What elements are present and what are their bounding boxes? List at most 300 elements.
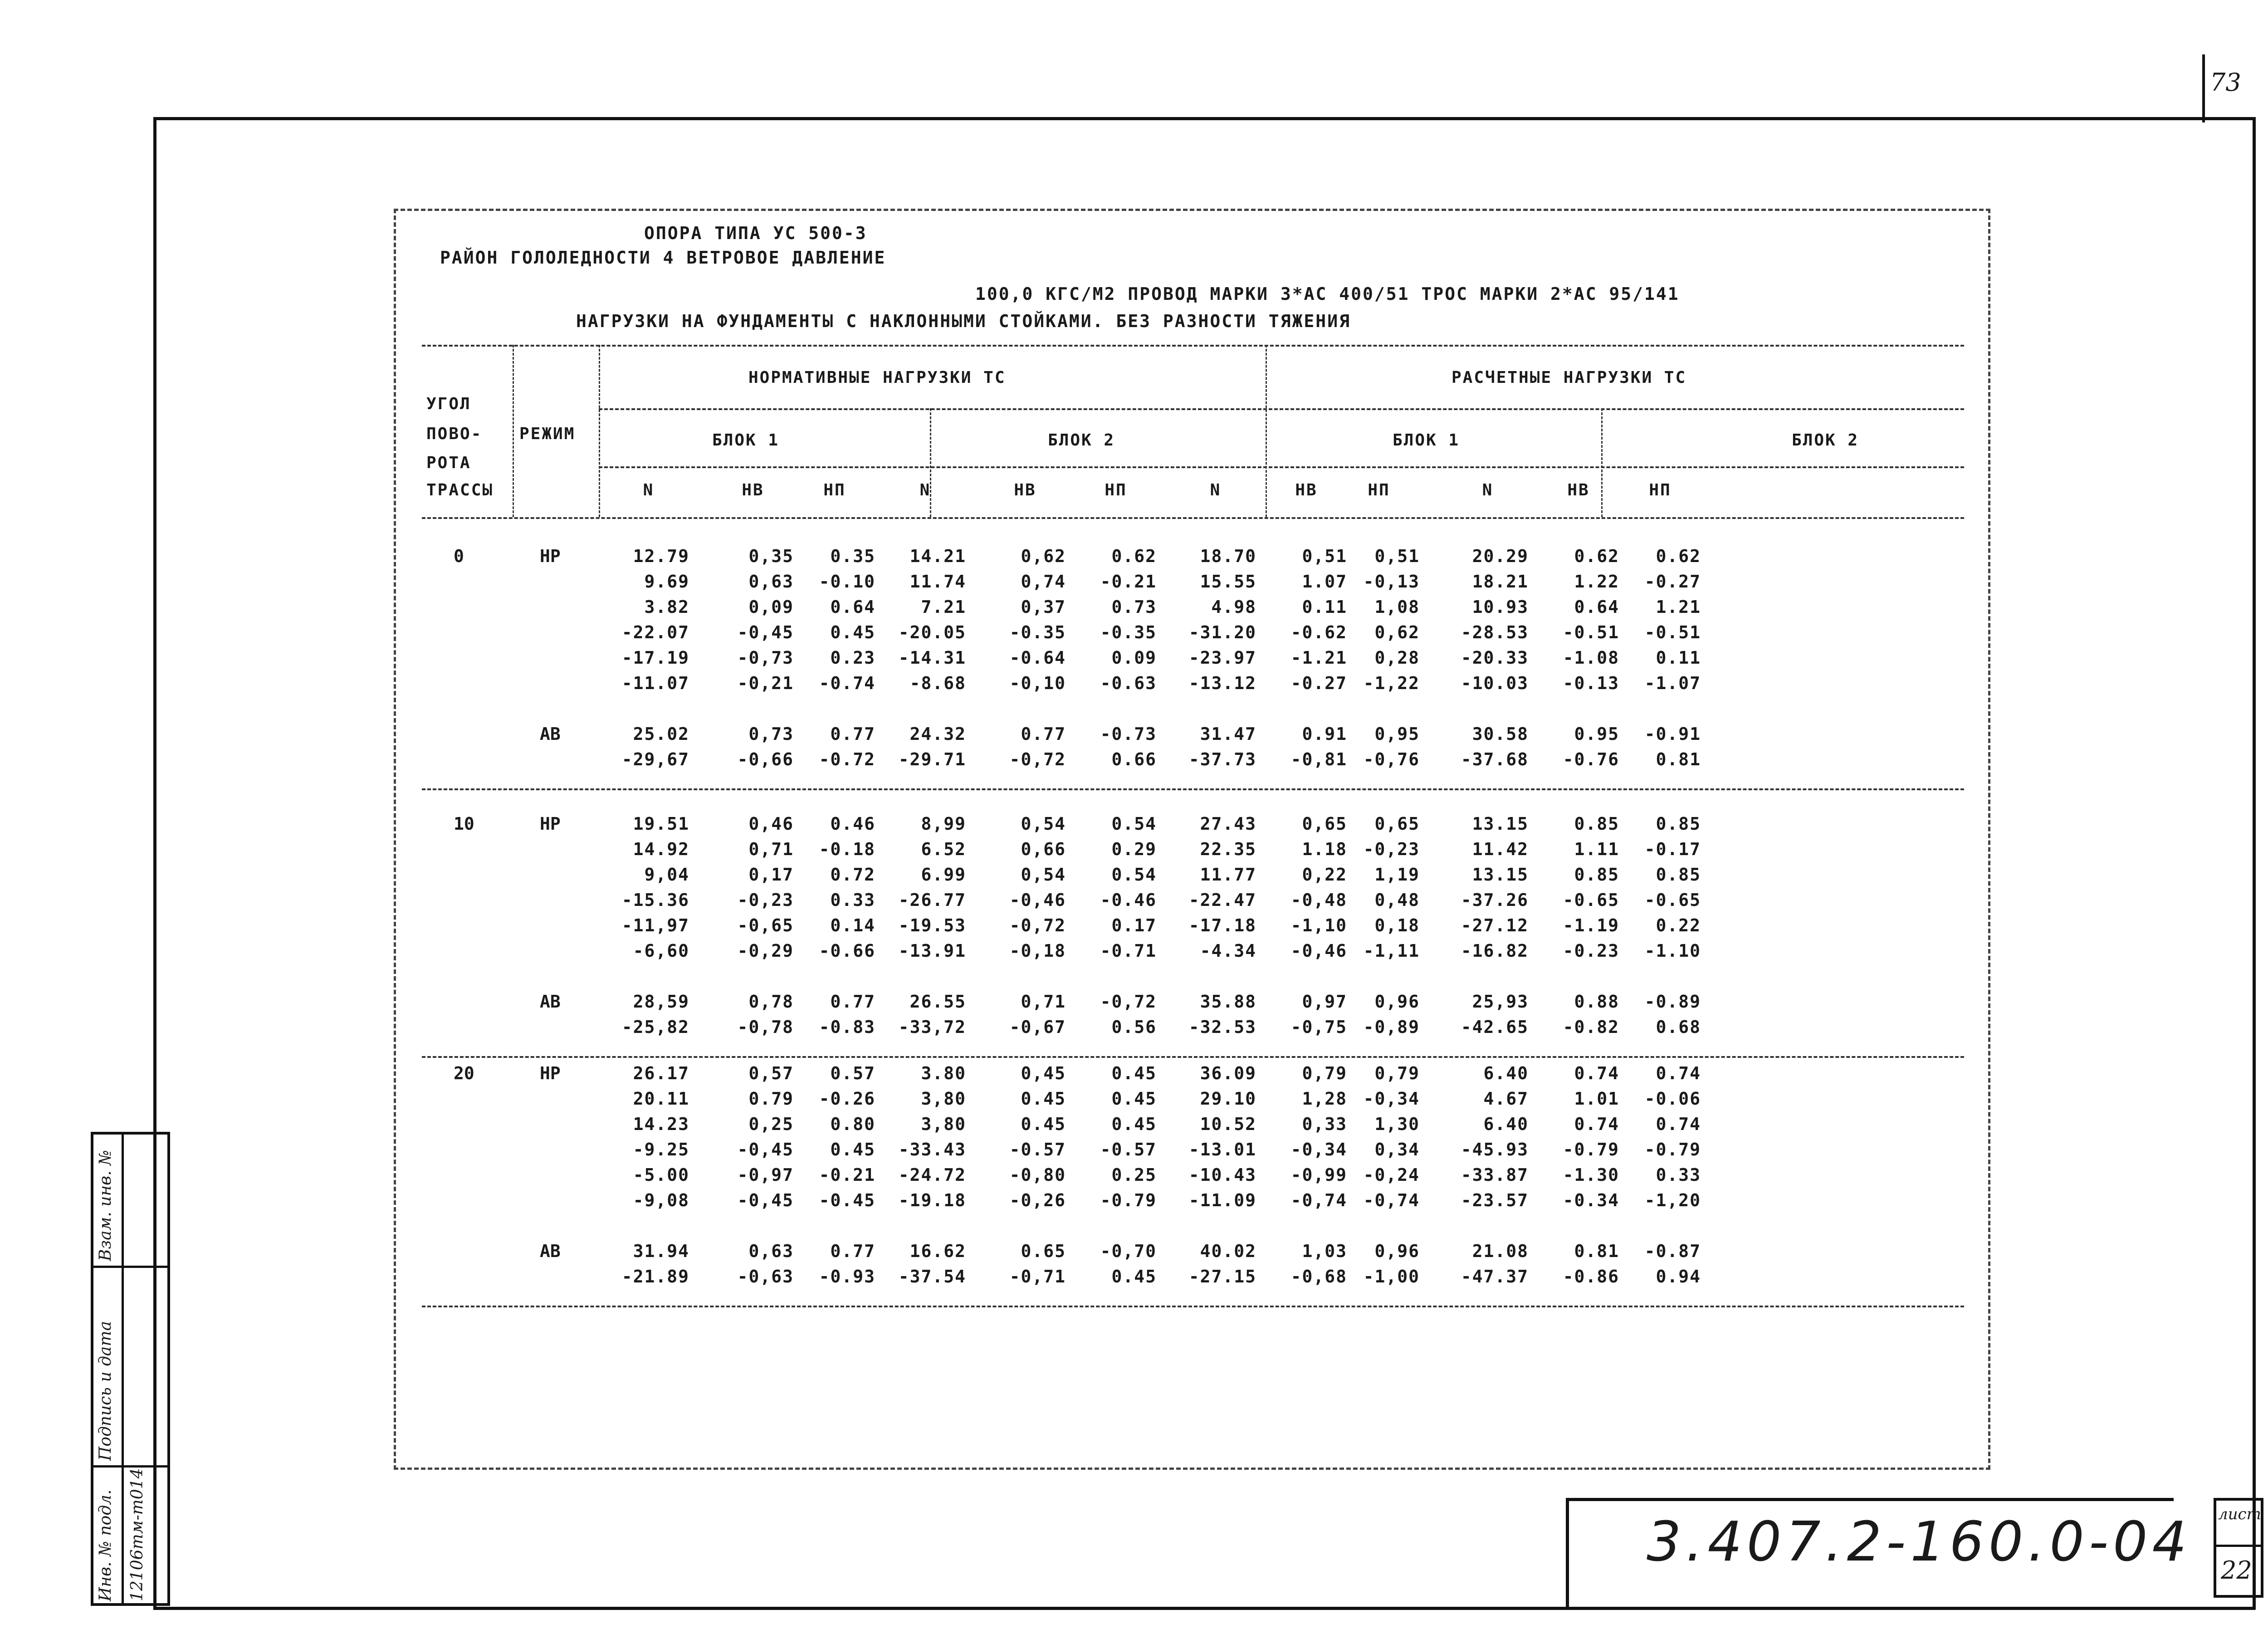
table-cell: -0,13 xyxy=(1363,572,1420,592)
table-cell: 0.56 xyxy=(1111,1017,1157,1037)
header-design-block2: БЛОК 2 xyxy=(1792,431,1859,450)
table-cell: -1,20 xyxy=(1644,1190,1701,1210)
table-cell: -0.26 xyxy=(819,1089,875,1109)
table-cell: -25,82 xyxy=(621,1017,689,1037)
table-cell: 12.79 xyxy=(633,546,689,566)
side-label-replace-inv: Взам. инв. № xyxy=(96,1150,115,1261)
table-cell: -0.27 xyxy=(1290,673,1347,693)
table-cell: 15.55 xyxy=(1200,572,1256,592)
table-cell: -33.87 xyxy=(1461,1165,1529,1185)
header-normative: НОРМАТИВНЫЕ НАГРУЗКИ ТС xyxy=(748,368,1006,387)
table-cell: 6.52 xyxy=(921,839,966,859)
table-cell: -11.07 xyxy=(621,673,689,693)
table-cell: 1.01 xyxy=(1574,1089,1619,1109)
table-cell: 1,19 xyxy=(1374,865,1420,885)
table-cell: -9,08 xyxy=(633,1190,689,1210)
table-cell: -0,71 xyxy=(1009,1267,1066,1287)
table-cell: -37.68 xyxy=(1461,749,1529,769)
table-cell: -31.20 xyxy=(1188,622,1256,642)
header-line-4: НАГРУЗКИ НА ФУНДАМЕНТЫ С НАКЛОННЫМИ СТОЙКАМИ. БЕЗ РАЗНОСТИ ТЯЖЕНИЯ xyxy=(576,311,1351,331)
table-cell: 0,71 xyxy=(1021,992,1066,1012)
table-cell: 11.77 xyxy=(1200,865,1256,885)
group-divider-rule xyxy=(422,788,1964,790)
sheet-value: 22 xyxy=(2221,1556,2252,1585)
table-cell: -10.03 xyxy=(1461,673,1529,693)
table-cell: 0.46 xyxy=(830,814,875,834)
table-cell: 0.62 xyxy=(1574,546,1619,566)
subheader-cell: НП xyxy=(1649,481,1672,499)
table-cell: 0.77 xyxy=(1021,724,1066,744)
table-cell: -0.63 xyxy=(1100,673,1157,693)
table-cell: -20.05 xyxy=(898,622,966,642)
table-cell: 0.73 xyxy=(1111,597,1157,617)
table-cell: -45.93 xyxy=(1461,1140,1529,1159)
table-cell: 20.11 xyxy=(633,1089,689,1109)
table-cell: 0,34 xyxy=(1374,1140,1420,1159)
table-cell: -29.71 xyxy=(898,749,966,769)
table-cell: 11.74 xyxy=(909,572,966,592)
table-cell: -37.73 xyxy=(1188,749,1256,769)
table-cell: 0.85 xyxy=(1574,814,1619,834)
mode-label: НР xyxy=(540,814,561,834)
table-cell: -9.25 xyxy=(633,1140,689,1159)
table-cell: -24.72 xyxy=(898,1165,966,1185)
table-cell: -37.26 xyxy=(1461,890,1529,910)
table-cell: -0.21 xyxy=(819,1165,875,1185)
table-row xyxy=(422,572,1964,597)
table-cell: -0,66 xyxy=(737,749,794,769)
table-cell: -0,23 xyxy=(737,890,794,910)
sheet-number: 73 xyxy=(2210,68,2241,97)
table-cell: 0.64 xyxy=(1574,597,1619,617)
table-cell: 0.74 xyxy=(1656,1114,1701,1134)
table-cell: 13.15 xyxy=(1472,865,1529,885)
table-cell: 0.85 xyxy=(1656,814,1701,834)
table-cell: 7.21 xyxy=(921,597,966,617)
table-cell: -1.08 xyxy=(1563,648,1619,668)
table-row xyxy=(422,546,1964,572)
table-cell: -1.07 xyxy=(1644,673,1701,693)
table-row xyxy=(422,1241,1964,1267)
table-cell: 0,35 xyxy=(748,546,794,566)
table-cell: 0.17 xyxy=(1111,915,1157,935)
table-row xyxy=(422,1063,1964,1089)
table-cell: 0.72 xyxy=(830,865,875,885)
subheader-cell: N xyxy=(1482,481,1494,499)
table-cell: -0,45 xyxy=(737,622,794,642)
subheader-cell: НП xyxy=(1105,481,1127,499)
table-cell: -15.36 xyxy=(621,890,689,910)
table-cell: 0,62 xyxy=(1374,622,1420,642)
table-cell: 9,04 xyxy=(644,865,689,885)
table-cell: 1.21 xyxy=(1656,597,1701,617)
table-cell: 0.81 xyxy=(1656,749,1701,769)
header-mode: РЕЖИМ xyxy=(519,425,576,443)
table-cell: -0,99 xyxy=(1290,1165,1347,1185)
table-cell: 31.47 xyxy=(1200,724,1256,744)
table-cell: -0,48 xyxy=(1290,890,1347,910)
group-divider-rule xyxy=(422,1306,1964,1307)
subheader-cell: НП xyxy=(1368,481,1390,499)
table-row xyxy=(422,1114,1964,1140)
col-divider-block-r xyxy=(1601,408,1603,517)
header-normative-block2: БЛОК 2 xyxy=(1048,431,1115,450)
table-cell: 1,03 xyxy=(1302,1241,1347,1261)
drawing-frame-bottom xyxy=(153,1607,2255,1610)
table-cell: 0,25 xyxy=(748,1114,794,1134)
table-cell: 0.64 xyxy=(830,597,875,617)
table-cell: 0.45 xyxy=(830,622,875,642)
table-cell: -0.21 xyxy=(1100,572,1157,592)
table-cell: -33.43 xyxy=(898,1140,966,1159)
table-cell: -1,11 xyxy=(1363,941,1420,961)
table-cell: -0.13 xyxy=(1563,673,1619,693)
table-cell: 31.94 xyxy=(633,1241,689,1261)
table-cell: -47.37 xyxy=(1461,1267,1529,1287)
table-row xyxy=(422,1190,1964,1216)
side-label-inv-number: Инв. № подл. xyxy=(96,1489,115,1601)
table-cell: -0.27 xyxy=(1644,572,1701,592)
table-cell: 0.33 xyxy=(1656,1165,1701,1185)
table-cell: -28.53 xyxy=(1461,622,1529,642)
table-cell: -0,21 xyxy=(737,673,794,693)
header-line-2: РАЙОН ГОЛОЛЕДНОСТИ 4 ВЕТРОВОЕ ДАВЛЕНИЕ xyxy=(440,248,886,268)
table-cell: -0,73 xyxy=(737,648,794,668)
table-row xyxy=(422,865,1964,890)
table-cell: 25.02 xyxy=(633,724,689,744)
table-cell: 0.74 xyxy=(1574,1114,1619,1134)
table-cell: 36.09 xyxy=(1200,1063,1256,1083)
table-cell: 0.11 xyxy=(1656,648,1701,668)
table-cell: 0.57 xyxy=(830,1063,875,1083)
mode-label: НР xyxy=(540,1063,561,1083)
table-cell: -19.53 xyxy=(898,915,966,935)
table-cell: 0.80 xyxy=(830,1114,875,1134)
table-cell: -13.91 xyxy=(898,941,966,961)
table-cell: 6.40 xyxy=(1483,1114,1529,1134)
subheader-cell: НП xyxy=(823,481,846,499)
table-cell: 0,22 xyxy=(1302,865,1347,885)
table-cell: -27.12 xyxy=(1461,915,1529,935)
table-cell: 0,18 xyxy=(1374,915,1420,935)
table-cell: 0.65 xyxy=(1021,1241,1066,1261)
table-cell: -0,46 xyxy=(1009,890,1066,910)
table-cell: -0,67 xyxy=(1009,1017,1066,1037)
header-angle-3: РОТА xyxy=(426,454,471,472)
table-cell: 0.23 xyxy=(830,648,875,668)
table-cell: -4.34 xyxy=(1200,941,1256,961)
table-cell: 0,28 xyxy=(1374,648,1420,668)
table-cell: -0,34 xyxy=(1363,1089,1420,1109)
table-cell: -0.17 xyxy=(1644,839,1701,859)
table-cell: -23.97 xyxy=(1188,648,1256,668)
table-cell: 0,66 xyxy=(1021,839,1066,859)
table-cell: 0,33 xyxy=(1302,1114,1347,1134)
table-row xyxy=(422,915,1964,941)
table-cell: 0,17 xyxy=(748,865,794,885)
table-cell: -0.34 xyxy=(1563,1190,1619,1210)
table-cell: 0.66 xyxy=(1111,749,1157,769)
table-cell: 14.92 xyxy=(633,839,689,859)
table-cell: 3.80 xyxy=(921,1063,966,1083)
table-cell: 22.35 xyxy=(1200,839,1256,859)
table-cell: 0.85 xyxy=(1656,865,1701,885)
table-cell: 0.79 xyxy=(748,1089,794,1109)
table-cell: 3.82 xyxy=(644,597,689,617)
table-cell: -5.00 xyxy=(633,1165,689,1185)
table-cell: -0.57 xyxy=(1100,1140,1157,1159)
table-row xyxy=(422,597,1964,622)
table-cell: 19.51 xyxy=(633,814,689,834)
sheet-box-divider xyxy=(2214,1545,2263,1547)
group-divider-rule xyxy=(422,1056,1964,1058)
table-cell: 25,93 xyxy=(1472,992,1529,1012)
table-cell: 1.22 xyxy=(1574,572,1619,592)
table-cell: 0,54 xyxy=(1021,814,1066,834)
table-cell: 0,54 xyxy=(1021,865,1066,885)
header-bottom-rule xyxy=(422,517,1964,519)
table-cell: -0,72 xyxy=(1100,992,1157,1012)
side-label-signature-date: Подпись и дата xyxy=(96,1321,115,1461)
table-cell: -0.72 xyxy=(819,749,875,769)
table-cell: -0.46 xyxy=(1100,890,1157,910)
table-cell: -13.01 xyxy=(1188,1140,1256,1159)
table-cell: 24.32 xyxy=(909,724,966,744)
table-cell: 0.81 xyxy=(1574,1241,1619,1261)
col-divider-angle xyxy=(513,345,514,517)
table-cell: -0,65 xyxy=(737,915,794,935)
table-cell: -0.10 xyxy=(819,572,875,592)
table-cell: 0.91 xyxy=(1302,724,1347,744)
table-cell: -27.15 xyxy=(1188,1267,1256,1287)
table-cell: -0.51 xyxy=(1644,622,1701,642)
table-cell: -0.23 xyxy=(1563,941,1619,961)
table-cell: -0.76 xyxy=(1563,749,1619,769)
side-inv-value: 12106тм-т014 xyxy=(128,1468,147,1601)
table-row xyxy=(422,648,1964,673)
table-cell: 0,97 xyxy=(1302,992,1347,1012)
table-cell: -0,23 xyxy=(1363,839,1420,859)
table-cell: -0,75 xyxy=(1290,1017,1347,1037)
table-cell: 0,51 xyxy=(1374,546,1420,566)
angle-value: 20 xyxy=(454,1063,474,1083)
header-normative-block1: БЛОК 1 xyxy=(712,431,780,450)
table-cell: 0.35 xyxy=(830,546,875,566)
table-row xyxy=(422,1267,1964,1292)
table-cell: -0,74 xyxy=(1363,1190,1420,1210)
table-cell: 0.45 xyxy=(1111,1089,1157,1109)
table-cell: 0.45 xyxy=(1111,1114,1157,1134)
table-row xyxy=(422,890,1964,915)
sheet-number-divider xyxy=(2202,54,2205,122)
col-divider-mode xyxy=(599,345,600,517)
mode-label: АВ xyxy=(540,724,561,744)
table-cell: -0.93 xyxy=(819,1267,875,1287)
drawing-frame-right xyxy=(2253,117,2256,1610)
subheader-cell: НВ xyxy=(742,481,764,499)
table-cell: -0.66 xyxy=(819,941,875,961)
header-rule-1 xyxy=(599,408,1964,410)
table-cell: 14.21 xyxy=(909,546,966,566)
table-row xyxy=(422,1165,1964,1190)
table-cell: -0,46 xyxy=(1290,941,1347,961)
table-row xyxy=(422,724,1964,749)
subheader-cell: N xyxy=(1210,481,1222,499)
table-row xyxy=(422,839,1964,865)
table-cell: 0,96 xyxy=(1374,992,1420,1012)
table-cell: 0.77 xyxy=(830,724,875,744)
mode-label: НР xyxy=(540,546,561,566)
mode-label: АВ xyxy=(540,1241,561,1261)
header-line-3: 100,0 КГС/М2 ПРОВОД МАРКИ 3*АС 400/51 ТРОС МАРКИ 2*АС 95/141 xyxy=(975,284,1680,304)
table-cell: -42.65 xyxy=(1461,1017,1529,1037)
table-cell: 4.67 xyxy=(1483,1089,1529,1109)
table-cell: -37.54 xyxy=(898,1267,966,1287)
table-cell: 0.09 xyxy=(1111,648,1157,668)
table-cell: -0.62 xyxy=(1290,622,1347,642)
table-cell: -22.47 xyxy=(1188,890,1256,910)
table-cell: 0.45 xyxy=(1021,1089,1066,1109)
table-cell: 20.29 xyxy=(1472,546,1529,566)
table-cell: -1.30 xyxy=(1563,1165,1619,1185)
table-row xyxy=(422,1089,1964,1114)
table-cell: -0,63 xyxy=(737,1267,794,1287)
table-cell: -0,81 xyxy=(1290,749,1347,769)
table-cell: 0,73 xyxy=(748,724,794,744)
table-cell: -0,72 xyxy=(1009,749,1066,769)
table-cell: 8,99 xyxy=(921,814,966,834)
header-design: РАСЧЕТНЫЕ НАГРУЗКИ ТС xyxy=(1452,368,1687,387)
header-design-block1: БЛОК 1 xyxy=(1393,431,1460,450)
mode-label: АВ xyxy=(540,992,561,1012)
table-top-rule xyxy=(422,345,1964,347)
table-cell: 0,57 xyxy=(748,1063,794,1083)
table-cell: 3,80 xyxy=(921,1089,966,1109)
table-cell: -1.21 xyxy=(1290,648,1347,668)
table-cell: 0.25 xyxy=(1111,1165,1157,1185)
table-cell: -0.18 xyxy=(819,839,875,859)
table-cell: -0,76 xyxy=(1363,749,1420,769)
table-cell: 0,63 xyxy=(748,572,794,592)
table-cell: 0.85 xyxy=(1574,865,1619,885)
table-cell: 0,48 xyxy=(1374,890,1420,910)
table-cell: -0,74 xyxy=(1290,1190,1347,1210)
table-cell: -0.73 xyxy=(1100,724,1157,744)
subheader-cell: N xyxy=(643,481,655,499)
header-angle-1: УГОЛ xyxy=(426,395,471,413)
table-cell: 29.10 xyxy=(1200,1089,1256,1109)
table-cell: 0.94 xyxy=(1656,1267,1701,1287)
table-cell: 0.33 xyxy=(830,890,875,910)
header-angle-2: ПОВО- xyxy=(426,425,483,443)
table-cell: 10.93 xyxy=(1472,597,1529,617)
table-cell: -0,89 xyxy=(1363,1017,1420,1037)
table-cell: -0,29 xyxy=(737,941,794,961)
table-cell: 26.17 xyxy=(633,1063,689,1083)
table-cell: -0.35 xyxy=(1100,622,1157,642)
table-cell: -8.68 xyxy=(909,673,966,693)
table-cell: -1,22 xyxy=(1363,673,1420,693)
table-cell: 0,71 xyxy=(748,839,794,859)
table-cell: 14.23 xyxy=(633,1114,689,1134)
table-cell: 6.99 xyxy=(921,865,966,885)
side-stamp-row-divider-1 xyxy=(91,1266,170,1268)
table-cell: -0.82 xyxy=(1563,1017,1619,1037)
angle-value: 10 xyxy=(454,814,474,834)
table-cell: -0.83 xyxy=(819,1017,875,1037)
table-cell: 0.45 xyxy=(830,1140,875,1159)
table-cell: -14.31 xyxy=(898,648,966,668)
table-row xyxy=(422,814,1964,839)
table-cell: 0,79 xyxy=(1302,1063,1347,1083)
table-cell: 0,63 xyxy=(748,1241,794,1261)
table-cell: 0.77 xyxy=(830,1241,875,1261)
table-cell: -0.74 xyxy=(819,673,875,693)
table-cell: 0.54 xyxy=(1111,814,1157,834)
table-cell: 6.40 xyxy=(1483,1063,1529,1083)
table-cell: -1.10 xyxy=(1644,941,1701,961)
header-angle-4: ТРАССЫ xyxy=(426,481,494,499)
table-cell: 3,80 xyxy=(921,1114,966,1134)
table-row xyxy=(422,1017,1964,1042)
side-stamp-col-divider xyxy=(122,1132,124,1606)
table-cell: -0.57 xyxy=(1009,1140,1066,1159)
table-cell: -0.65 xyxy=(1644,890,1701,910)
table-cell: -17.18 xyxy=(1188,915,1256,935)
table-cell: 0,65 xyxy=(1302,814,1347,834)
table-cell: 0.11 xyxy=(1302,597,1347,617)
table-cell: -0.35 xyxy=(1009,622,1066,642)
table-cell: 0.45 xyxy=(1021,1114,1066,1134)
table-cell: -20.33 xyxy=(1461,648,1529,668)
table-cell: -0,18 xyxy=(1009,941,1066,961)
table-cell: -0,10 xyxy=(1009,673,1066,693)
table-cell: 0,78 xyxy=(748,992,794,1012)
table-cell: 1.18 xyxy=(1302,839,1347,859)
table-row xyxy=(422,941,1964,966)
table-cell: -1,10 xyxy=(1290,915,1347,935)
table-cell: -21.89 xyxy=(621,1267,689,1287)
table-cell: 0.74 xyxy=(1574,1063,1619,1083)
table-cell: -0.45 xyxy=(819,1190,875,1210)
table-cell: 16.62 xyxy=(909,1241,966,1261)
table-cell: 0,46 xyxy=(748,814,794,834)
table-cell: 0,45 xyxy=(1021,1063,1066,1083)
angle-value: 0 xyxy=(454,546,464,566)
table-cell: -0.64 xyxy=(1009,648,1066,668)
table-cell: -1,00 xyxy=(1363,1267,1420,1287)
table-cell: -23.57 xyxy=(1461,1190,1529,1210)
subheader-cell: НВ xyxy=(1567,481,1590,499)
table-row xyxy=(422,749,1964,775)
sheet-label: лист xyxy=(2218,1505,2261,1523)
table-cell: 13.15 xyxy=(1472,814,1529,834)
table-cell: 40.02 xyxy=(1200,1241,1256,1261)
table-cell: 1.07 xyxy=(1302,572,1347,592)
side-stamp-row-divider-2 xyxy=(91,1465,170,1468)
table-cell: 0,96 xyxy=(1374,1241,1420,1261)
table-cell: -0,78 xyxy=(737,1017,794,1037)
table-cell: 0.45 xyxy=(1111,1063,1157,1083)
subheader-cell: НВ xyxy=(1295,481,1318,499)
table-cell: 0.88 xyxy=(1574,992,1619,1012)
table-cell: 0,79 xyxy=(1374,1063,1420,1083)
subheader-cell: N xyxy=(919,481,931,499)
table-cell: -0,34 xyxy=(1290,1140,1347,1159)
table-cell: -11.09 xyxy=(1188,1190,1256,1210)
header-line-1: ОПОРА ТИПА УС 500-3 xyxy=(644,223,867,243)
table-cell: 1,08 xyxy=(1374,597,1420,617)
